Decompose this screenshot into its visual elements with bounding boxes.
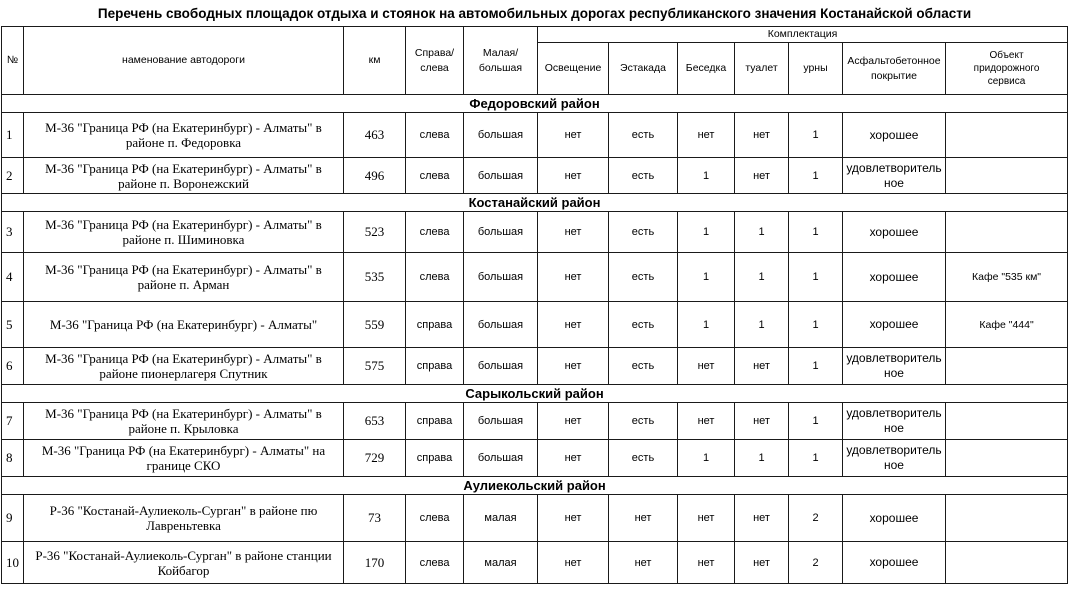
- service-value: [946, 542, 1068, 584]
- side-value: слева: [406, 113, 464, 158]
- size-value: малая: [464, 542, 538, 584]
- header-road-name: наменование автодороги: [24, 27, 344, 95]
- bins-value: 1: [789, 302, 843, 348]
- table-row: [2, 348, 1068, 385]
- service-value: [946, 113, 1068, 158]
- road-name: М-36 "Граница РФ (на Екатеринбург) - Алматы" в районе п. Воронежский: [24, 158, 344, 194]
- lighting-value: нет: [538, 440, 609, 477]
- service-value: [946, 158, 1068, 194]
- toilet-value: 1: [735, 302, 789, 348]
- lighting-value: нет: [538, 542, 609, 584]
- toilet-value: 1: [735, 440, 789, 477]
- row-num: 2: [2, 158, 24, 194]
- header-size: Малая/ большая: [464, 27, 538, 95]
- parking-areas-table: [1, 26, 1068, 584]
- gazebo-value: 1: [678, 440, 735, 477]
- lighting-value: нет: [538, 253, 609, 302]
- service-value: [946, 403, 1068, 440]
- size-value: большая: [464, 348, 538, 385]
- section-row: [2, 385, 1068, 403]
- overpass-value: есть: [609, 212, 678, 253]
- row-num: 9: [2, 495, 24, 542]
- side-value: слева: [406, 158, 464, 194]
- toilet-value: нет: [735, 113, 789, 158]
- service-value: Кафе "535 км": [946, 253, 1068, 302]
- overpass-value: есть: [609, 302, 678, 348]
- km-value: 523: [344, 212, 406, 253]
- km-value: 575: [344, 348, 406, 385]
- section-row: [2, 477, 1068, 495]
- row-num: 3: [2, 212, 24, 253]
- overpass-value: есть: [609, 440, 678, 477]
- asphalt-value: хорошее: [843, 495, 946, 542]
- row-num: 7: [2, 403, 24, 440]
- side-value: слева: [406, 495, 464, 542]
- section-row: [2, 95, 1068, 113]
- table-row: [2, 542, 1068, 584]
- header-km: км: [344, 27, 406, 95]
- gazebo-value: 1: [678, 158, 735, 194]
- lighting-value: нет: [538, 158, 609, 194]
- asphalt-value: хорошее: [843, 542, 946, 584]
- table-row: [2, 212, 1068, 253]
- lighting-value: нет: [538, 403, 609, 440]
- asphalt-value: удовлетворитель ное: [843, 348, 946, 385]
- km-value: 463: [344, 113, 406, 158]
- road-name: М-36 "Граница РФ (на Екатеринбург) - Алматы" в районе п. Крыловка: [24, 403, 344, 440]
- table-row: [2, 253, 1068, 302]
- overpass-value: нет: [609, 542, 678, 584]
- table-row: [2, 403, 1068, 440]
- size-value: большая: [464, 113, 538, 158]
- size-value: большая: [464, 253, 538, 302]
- road-name: М-36 "Граница РФ (на Екатеринбург) - Алматы": [24, 302, 344, 348]
- bins-value: 1: [789, 212, 843, 253]
- section-row: [2, 194, 1068, 212]
- bins-value: 1: [789, 158, 843, 194]
- bins-value: 1: [789, 440, 843, 477]
- side-value: слева: [406, 253, 464, 302]
- road-name: М-36 "Граница РФ (на Екатеринбург) - Алматы" на границе СКО: [24, 440, 344, 477]
- lighting-value: нет: [538, 495, 609, 542]
- toilet-value: нет: [735, 542, 789, 584]
- asphalt-value: хорошее: [843, 253, 946, 302]
- header-equipment: Комплектация: [538, 27, 1068, 43]
- asphalt-value: хорошее: [843, 113, 946, 158]
- asphalt-value: хорошее: [843, 302, 946, 348]
- lighting-value: нет: [538, 212, 609, 253]
- road-name: М-36 "Граница РФ (на Екатеринбург) - Алматы" в районе п. Федоровка: [24, 113, 344, 158]
- overpass-value: нет: [609, 495, 678, 542]
- row-num: 6: [2, 348, 24, 385]
- lighting-value: нет: [538, 302, 609, 348]
- gazebo-value: 1: [678, 212, 735, 253]
- bins-value: 1: [789, 348, 843, 385]
- toilet-value: нет: [735, 403, 789, 440]
- km-value: 73: [344, 495, 406, 542]
- header-roadside-service: Объект придорожного сервиса: [946, 43, 1068, 95]
- bins-value: 1: [789, 113, 843, 158]
- side-value: справа: [406, 403, 464, 440]
- table-row: [2, 440, 1068, 477]
- size-value: большая: [464, 212, 538, 253]
- overpass-value: есть: [609, 113, 678, 158]
- header-side: Справа/ слева: [406, 27, 464, 95]
- size-value: большая: [464, 158, 538, 194]
- km-value: 729: [344, 440, 406, 477]
- toilet-value: 1: [735, 253, 789, 302]
- document-title: Перечень свободных площадок отдыха и стоянок на автомобильных дорогах республиканского значения Костанайской области: [97, 5, 972, 21]
- road-name: М-36 "Граница РФ (на Екатеринбург) - Алматы" в районе п. Арман: [24, 253, 344, 302]
- header-overpass: Эстакада: [609, 43, 678, 95]
- section-title: Костанайский район: [2, 194, 1068, 212]
- road-name: Р-36 "Костанай-Аулиеколь-Сурган" в районе станции Койбагор: [24, 542, 344, 584]
- asphalt-value: удовлетворитель ное: [843, 440, 946, 477]
- table-row: [2, 158, 1068, 194]
- overpass-value: есть: [609, 158, 678, 194]
- service-value: [946, 212, 1068, 253]
- km-value: 559: [344, 302, 406, 348]
- row-num: 4: [2, 253, 24, 302]
- table-row: [2, 495, 1068, 542]
- asphalt-value: удовлетворитель ное: [843, 403, 946, 440]
- service-value: Кафе "444": [946, 302, 1068, 348]
- header-bins: урны: [789, 43, 843, 95]
- overpass-value: есть: [609, 348, 678, 385]
- bins-value: 2: [789, 542, 843, 584]
- lighting-value: нет: [538, 113, 609, 158]
- side-value: справа: [406, 348, 464, 385]
- gazebo-value: нет: [678, 542, 735, 584]
- size-value: большая: [464, 302, 538, 348]
- row-num: 1: [2, 113, 24, 158]
- section-title: Федоровский район: [2, 95, 1068, 113]
- side-value: справа: [406, 440, 464, 477]
- header-asphalt: Асфальтобетонное покрытие: [843, 43, 946, 95]
- table-row: [2, 113, 1068, 158]
- section-title: Сарыкольский район: [2, 385, 1068, 403]
- toilet-value: нет: [735, 158, 789, 194]
- row-num: 8: [2, 440, 24, 477]
- asphalt-value: удовлетворитель ное: [843, 158, 946, 194]
- header-num: №: [2, 27, 24, 95]
- gazebo-value: нет: [678, 495, 735, 542]
- side-value: слева: [406, 542, 464, 584]
- toilet-value: нет: [735, 348, 789, 385]
- gazebo-value: 1: [678, 302, 735, 348]
- km-value: 653: [344, 403, 406, 440]
- lighting-value: нет: [538, 348, 609, 385]
- asphalt-value: хорошее: [843, 212, 946, 253]
- service-value: [946, 348, 1068, 385]
- size-value: малая: [464, 495, 538, 542]
- row-num: 5: [2, 302, 24, 348]
- row-num: 10: [2, 542, 24, 584]
- gazebo-value: 1: [678, 253, 735, 302]
- service-value: [946, 495, 1068, 542]
- gazebo-value: нет: [678, 348, 735, 385]
- side-value: слева: [406, 212, 464, 253]
- km-value: 535: [344, 253, 406, 302]
- bins-value: 1: [789, 253, 843, 302]
- overpass-value: есть: [609, 253, 678, 302]
- side-value: справа: [406, 302, 464, 348]
- size-value: большая: [464, 440, 538, 477]
- header-toilet: туалет: [735, 43, 789, 95]
- toilet-value: нет: [735, 495, 789, 542]
- gazebo-value: нет: [678, 113, 735, 158]
- road-name: М-36 "Граница РФ (на Екатеринбург) - Алматы" в районе п. Шиминовка: [24, 212, 344, 253]
- overpass-value: есть: [609, 403, 678, 440]
- header-lighting: Освещение: [538, 43, 609, 95]
- road-name: Р-36 "Костанай-Аулиеколь-Сурган" в районе пю Лавреньтевка: [24, 495, 344, 542]
- table-row: [2, 302, 1068, 348]
- bins-value: 1: [789, 403, 843, 440]
- section-title: Аулиекольский район: [2, 477, 1068, 495]
- gazebo-value: нет: [678, 403, 735, 440]
- road-name: М-36 "Граница РФ (на Екатеринбург) - Алматы" в районе пионерлагеря Спутник: [24, 348, 344, 385]
- size-value: большая: [464, 403, 538, 440]
- toilet-value: 1: [735, 212, 789, 253]
- bins-value: 2: [789, 495, 843, 542]
- header-gazebo: Беседка: [678, 43, 735, 95]
- km-value: 170: [344, 542, 406, 584]
- service-value: [946, 440, 1068, 477]
- km-value: 496: [344, 158, 406, 194]
